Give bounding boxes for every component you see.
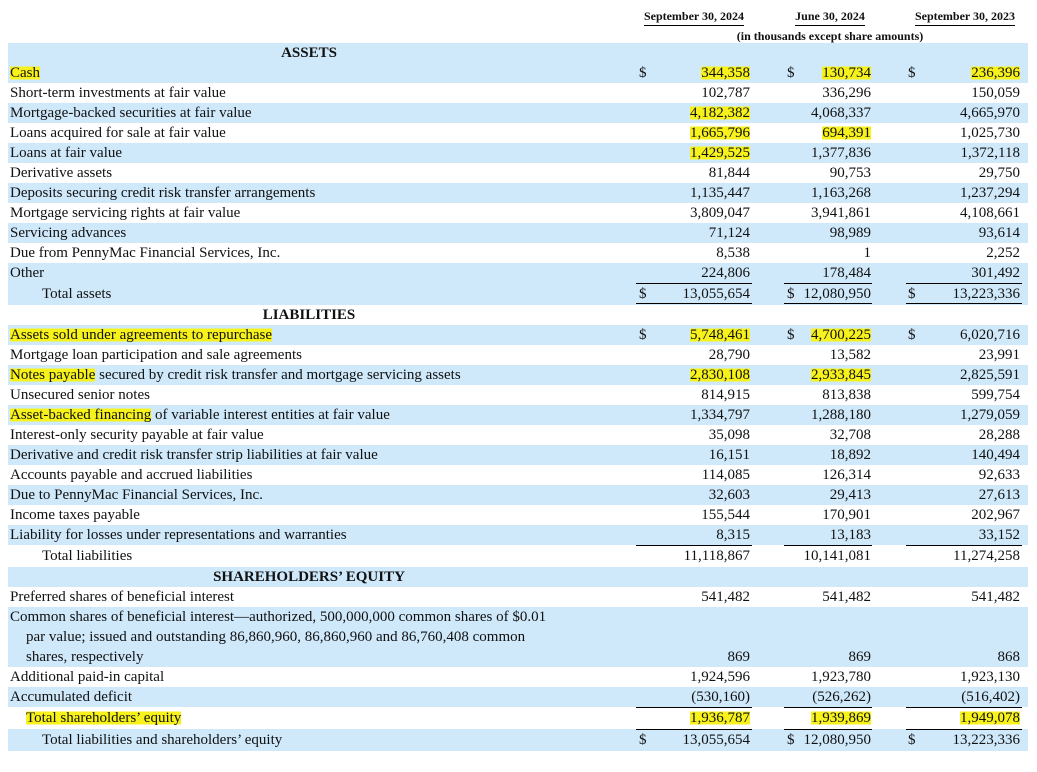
balance-sheet-table (8, 43, 1028, 751)
table-row: Liability for losses under representations and warranties 8,315 13,183 33,152 (8, 525, 1028, 545)
table-row: Common shares of beneficial interest—authorized, 500,000,000 common shares of $0.01 par value; issued and outstanding 86,860,960, 86,860,960 and 86,760,408 common shares, respectively 869 869 868 (8, 607, 1028, 667)
table-row: Mortgage servicing rights at fair value 3,809,047 3,941,861 4,108,661 (10, 205, 1020, 221)
table-row: Deposits securing credit risk transfer arrangements 1,135,447 1,163,268 1,237,294 (8, 183, 1028, 203)
column-header-jun-2024: June 30, 2024 (780, 9, 880, 27)
table-row: Other 224,806 178,484 301,492 (8, 263, 1028, 283)
table-row: Cash $ 344,358 $ 130,734 $ 236,396 (8, 63, 1028, 83)
table-row: Income taxes payable 155,544 170,901 202,967 (10, 507, 1020, 523)
table-row: Servicing advances 71,124 98,989 93,614 (8, 223, 1028, 243)
table-row: Short-term investments at fair value 102,787 336,296 150,059 (10, 85, 1020, 101)
table-row: Notes payable secured by credit risk transfer and mortgage servicing assets 2,830,108 2,933,845 2,825,591 (8, 365, 1028, 385)
table-row: Mortgage-backed securities at fair value 4,182,382 4,068,337 4,665,970 (8, 103, 1028, 123)
table-row: Derivative and credit risk transfer strip liabilities at fair value 16,151 18,892 140,494 (8, 445, 1028, 465)
table-row: Additional paid-in capital 1,924,596 1,923,780 1,923,130 (10, 669, 1020, 685)
highlight: Assets sold under agreements to repurchase (10, 327, 273, 343)
table-row: Loans acquired for sale at fair value 1,665,796 694,391 1,025,730 (10, 125, 1020, 141)
table-row: Assets sold under agreements to repurchase $ 5,748,461 $ 4,700,225 $ 6,020,716 (8, 325, 1028, 345)
table-row: Asset-backed financing of variable interest entities at fair value 1,334,797 1,288,180 1,279,059 (8, 405, 1028, 425)
section-header-liabilities: LIABILITIES (262, 307, 356, 323)
section-header-assets: ASSETS (8, 43, 1028, 63)
highlight: Cash (10, 65, 40, 81)
total-assets-row: Total assets $ 13,055,654 $ 12,080,950 $ 13,223,336 (8, 283, 1028, 305)
table-row: Mortgage loan participation and sale agreements 28,790 13,582 23,991 (10, 347, 1020, 363)
table-row: Due from PennyMac Financial Services, Inc. 8,538 1 2,252 (10, 245, 1020, 261)
total-equity-row: Total shareholders’ equity 1,936,787 1,939,869 1,949,078 (8, 707, 1028, 729)
column-header-sep-2024: September 30, 2024 (633, 9, 755, 27)
table-row: Accumulated deficit (530,160) (526,262) (516,402) (8, 687, 1028, 707)
section-header-equity: SHAREHOLDERS’ EQUITY (8, 567, 1028, 587)
table-row: Unsecured senior notes 814,915 813,838 599,754 (10, 387, 1020, 403)
units-note: (in thousands except share amounts) (736, 29, 924, 43)
total-liabilities-row: Total liabilities 11,118,867 10,141,081 11,274,258 (8, 545, 1028, 567)
total-liabilities-equity-row: Total liabilities and shareholders’ equity $ 13,055,654 $ 12,080,950 $ 13,223,336 (8, 729, 1028, 751)
table-row: Due to PennyMac Financial Services, Inc. 32,603 29,413 27,613 (8, 485, 1028, 505)
table-row: Accounts payable and accrued liabilities 114,085 126,314 92,633 (10, 467, 1020, 483)
column-header-sep-2023: September 30, 2023 (903, 9, 1027, 27)
table-row: Derivative assets 81,844 90,753 29,750 (10, 165, 1020, 181)
table-row: Loans at fair value 1,429,525 1,377,836 1,372,118 (8, 143, 1028, 163)
table-row: Interest-only security payable at fair value 35,098 32,708 28,288 (10, 427, 1020, 443)
table-row: Preferred shares of beneficial interest 541,482 541,482 541,482 (10, 589, 1020, 605)
